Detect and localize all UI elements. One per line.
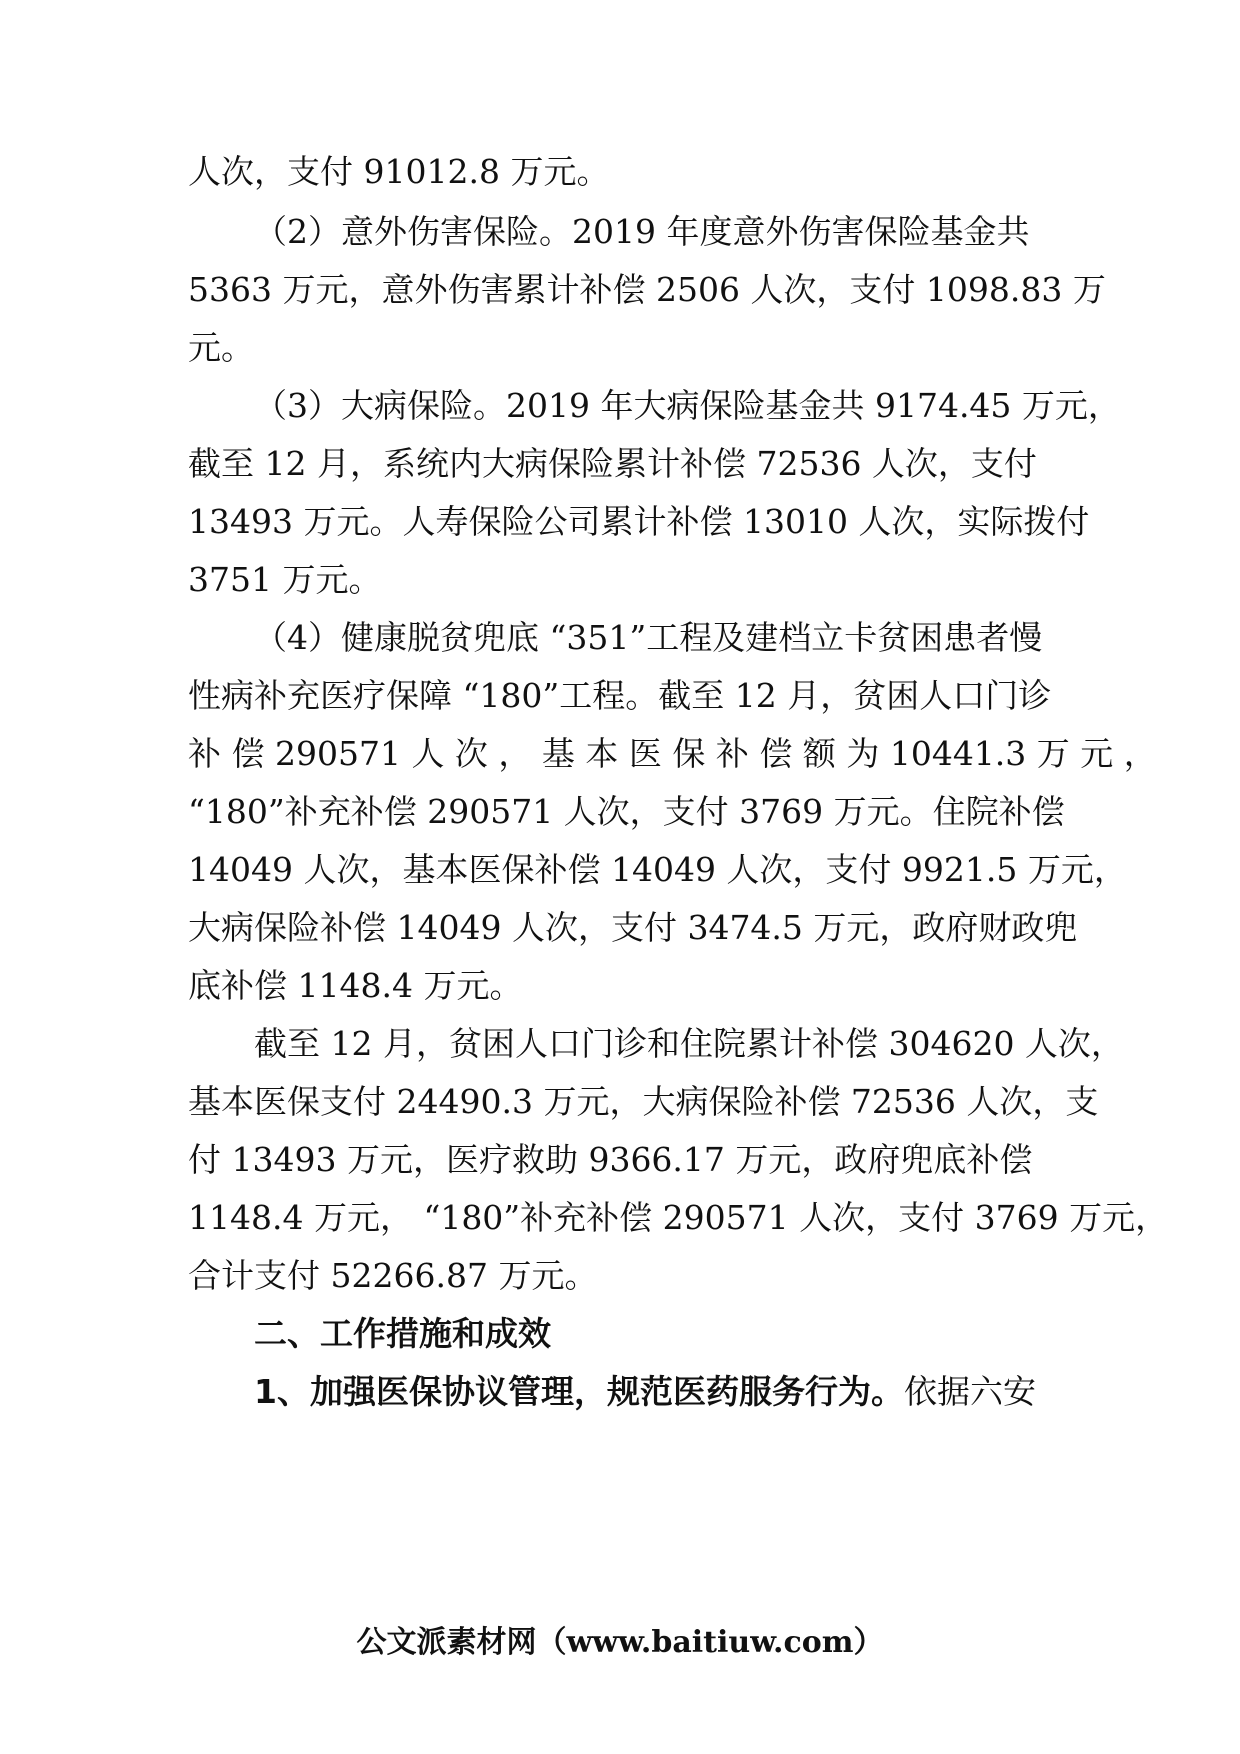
item-heading-bold: 1、加强医保协议管理，规范医药服务行为。 [254,1372,904,1411]
paragraph-line: 截至 12 月，系统内大病保险累计补偿 72536 人次，支付 [188,444,1037,483]
paragraph-line: “180”补充补偿 290571 人次，支付 3769 万元。住院补偿 [188,792,1065,831]
paragraph-line: 14049 人次，基本医保补偿 14049 人次，支付 9921.5 万元， [188,850,1127,889]
paragraph-line: 3751 万元。 [188,560,382,599]
paragraph-line: 元。 [188,328,254,367]
item-heading-rest: 依据六安 [903,1372,1036,1411]
footer-watermark: 公文派素材网（www.baitiuw.com） [356,1625,884,1660]
paragraph-line: 付 13493 万元，医疗救助 9366.17 万元，政府兜底补偿 [188,1140,1033,1179]
paragraph-line: （2）意外伤害保险。2019 年度意外伤害保险基金共 [254,212,1030,251]
paragraph-line: 合计支付 52266.87 万元。 [188,1256,598,1295]
paragraph-line: 基本医保支付 24490.3 万元，大病保险补偿 72536 人次，支 [188,1082,1099,1121]
item-heading-line [254,1372,1036,1412]
paragraph-line: 补 偿 290571 人 次 ， 基 本 医 保 补 偿 额 为 10441.3 万 元 ， [188,734,1157,773]
paragraph-line: （4）健康脱贫兜底 “351”工程及建档立卡贫困患者慢 [254,618,1043,657]
paragraph-line: 13493 万元。人寿保险公司累计补偿 13010 人次，实际拨付 [188,502,1090,541]
paragraph-line: 大病保险补偿 14049 人次，支付 3474.5 万元，政府财政兜 [188,908,1078,947]
paragraph-line: 底补偿 1148.4 万元。 [188,966,523,1005]
section-heading: 二、工作措施和成效 [254,1314,551,1353]
paragraph-line: 性病补充医疗保障 “180”工程。截至 12 月，贫困人口门诊 [188,676,1052,715]
paragraph-line: 1148.4 万元， “180”补充补偿 290571 人次，支付 3769 万元， [188,1198,1169,1237]
paragraph-line: （3）大病保险。2019 年大病保险基金共 9174.45 万元， [254,386,1121,425]
paragraph-line: 5363 万元，意外伤害累计补偿 2506 人次，支付 1098.83 万 [188,270,1106,309]
paragraph-line: 人次，支付 91012.8 万元。 [188,152,610,191]
paragraph-line: 截至 12 月，贫困人口门诊和住院累计补偿 304620 人次， [254,1024,1124,1063]
